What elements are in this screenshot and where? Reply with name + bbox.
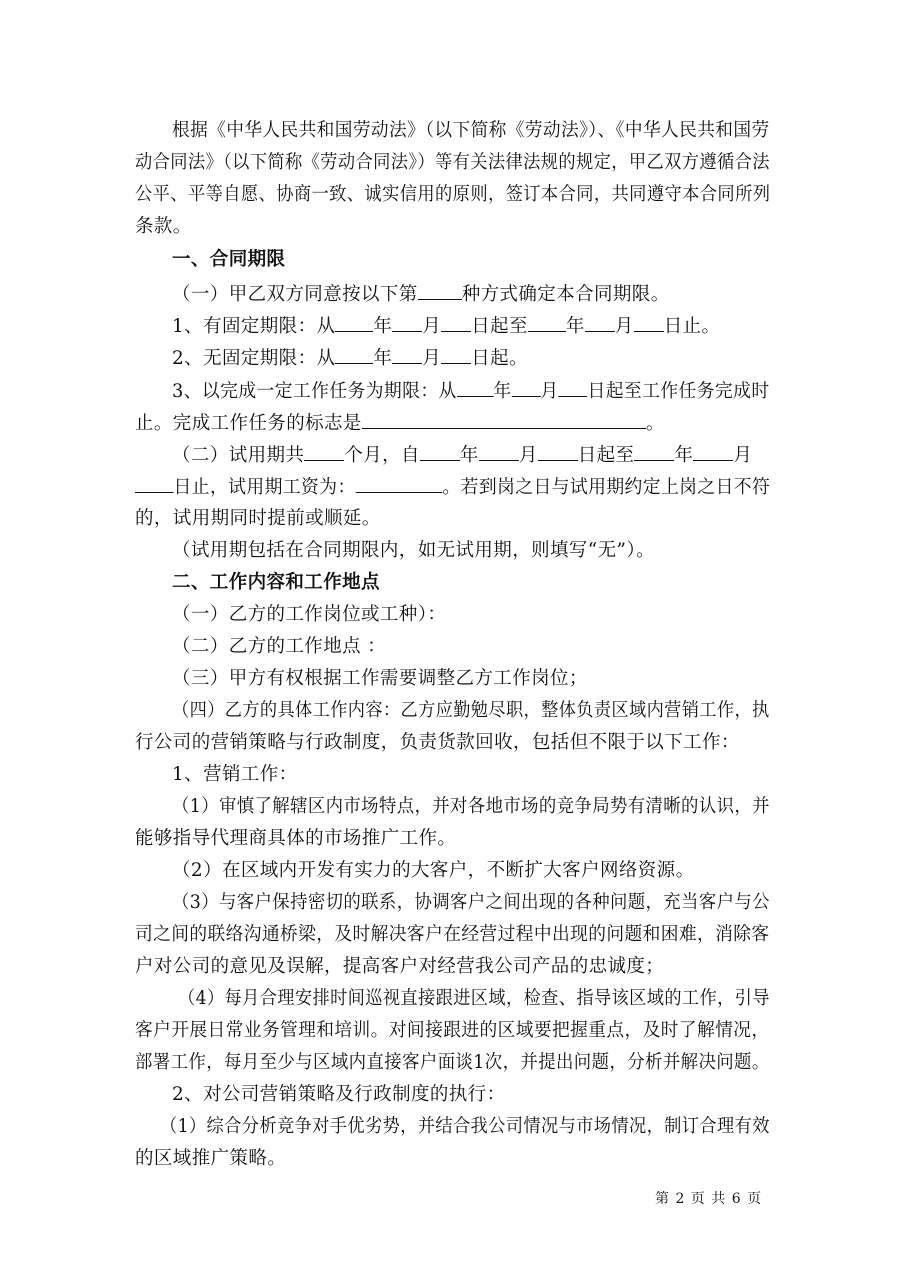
paragraph-line [172,315,720,337]
paragraph-line [172,380,770,402]
paragraph-line [172,347,528,369]
page-number-footer: 第 2 页 共 6 页 [655,1191,763,1207]
blank-field [559,380,588,397]
paragraph-line: 的，试用期同时提前或顺延。 [135,508,381,529]
blank-field [420,444,460,461]
text-segment: 。若到岗之日与试用期约定上岗之日不符 [442,477,771,498]
text-segment: 日止，试用期工资为： [173,477,356,498]
section-heading: 一、合同期限 [172,249,286,270]
blank-field [362,412,646,429]
text-segment: 2、无固定期限：从 [172,348,336,369]
blank-field [441,315,471,332]
paragraph-line [135,476,770,498]
blank-field [585,315,615,332]
blank-field [335,315,373,332]
text-segment: 年 [493,381,512,402]
text-segment: 日止。 [663,316,721,337]
paragraph-line: 能够指导代理商具体的市场推广工作。 [135,828,457,849]
text-segment: 日起至 [577,445,635,466]
blank-field [335,347,373,364]
paragraph-line: 部署工作，每月至少与区域内直接客户面谈1次，并提出问题，分析并解决问题。 [135,1052,770,1073]
text-segment: （一）甲乙双方同意按以下第 [172,284,418,305]
paragraph-line: 1、营销工作： [172,764,298,785]
paragraph-line: （一）乙方的工作岗位或工种）： [172,604,447,625]
paragraph-line: 行公司的营销策略与行政制度，负责货款回收，包括但不限于以下工作： [135,732,740,753]
paragraph-line: 根据《中华人民共和国劳动法》（以下简称《劳动法》）、《中华人民共和国劳 [172,120,770,141]
paragraph-line: （1）审慎了解辖区内市场特点，并对各地市场的竞争局势有清晰的认识，并 [172,796,770,817]
blank-field [457,380,494,397]
text-segment: 年 [459,445,479,466]
blank-field [634,444,674,461]
paragraph-line: 公平、平等自愿、协商一致、诚实信用的原则，签订本合同，共同遵守本合同所列 [135,184,771,205]
text-segment: 3、以完成一定工作任务为期限：从 [172,381,457,402]
paragraph-line [172,444,752,466]
paragraph-line: （1）综合分析竞争对手优劣势，并结合我公司情况与市场情况，制订合理有效 [160,1116,770,1137]
text-segment: 。 [645,413,665,434]
paragraph-line: 动合同法》（以下简称《劳动合同法》）等有关法律法规的规定，甲乙双方遵循合法 [135,152,770,173]
paragraph-line [135,412,665,434]
text-segment: 个月，自 [344,445,420,466]
text-segment: 止。完成工作任务的标志是 [135,413,362,434]
paragraph-line: 的区域推广策略。 [135,1148,287,1169]
blank-field [304,444,344,461]
text-segment: 年 [373,348,393,369]
blank-field [528,315,566,332]
paragraph-line [172,283,670,305]
text-segment: 年 [674,445,694,466]
text-segment: 年 [565,316,585,337]
text-segment: 月 [422,348,442,369]
blank-field [418,283,462,300]
text-segment: 1、有固定期限：从 [172,316,336,337]
paragraph-line: （2）在区域内开发有实力的大客户，不断扩大客户网络资源。 [172,860,695,881]
paragraph-line: （二）乙方的工作地点 ： [172,636,387,657]
text-segment: 月 [540,381,559,402]
blank-field [356,476,443,493]
paragraph-line: 司之间的联络沟通桥梁，及时解决客户在经营过程中出现的问题和困难，消除客 [135,924,770,945]
paragraph-line: （4）每月合理安排时间巡视直接跟进区域，检查、指导该区域的工作，引导 [178,988,770,1009]
text-segment: 日起至工作任务完成时 [587,381,770,402]
blank-field [392,347,422,364]
paragraph-line: （3）与客户保持密切的联系，协调客户之间出现的各种问题，充当客户与公 [172,892,770,913]
blank-field [392,315,422,332]
blank-field [512,380,541,397]
blank-field [135,476,174,493]
blank-field [441,347,471,364]
blank-field [538,444,578,461]
paragraph-line: 客户开展日常业务管理和培训。对间接跟进的区域要把握重点，及时了解情况， [135,1020,770,1041]
text-segment: 月 [733,445,753,466]
text-segment: 月 [614,316,634,337]
text-segment: 年 [373,316,393,337]
text-segment: 种方式确定本合同期限。 [461,284,670,305]
section-heading: 二、工作内容和工作地点 [172,572,380,593]
text-segment: 月 [518,445,538,466]
paragraph-line: 条款。 [135,216,192,237]
blank-field [479,444,519,461]
paragraph-line: （试用期包括在合同期限内，如无试用期，则填写“无”）。 [172,540,655,561]
paragraph-line: （三）甲方有权根据工作需要调整乙方工作岗位； [172,668,588,689]
blank-field [634,315,664,332]
text-segment: 月 [422,316,442,337]
blank-field [693,444,733,461]
paragraph-line: 户对公司的意见及误解，提高客户对经营我公司产品的忠诚度； [135,956,665,977]
text-segment: 日起。 [471,348,528,369]
paragraph-line: 2、对公司营销策略及行政制度的执行： [172,1084,506,1105]
text-segment: （二）试用期共 [172,445,305,466]
paragraph-line: （四）乙方的具体工作内容：乙方应勤勉尽职，整体负责区域内营销工作，执 [172,700,770,721]
text-segment: 日起至 [471,316,528,337]
